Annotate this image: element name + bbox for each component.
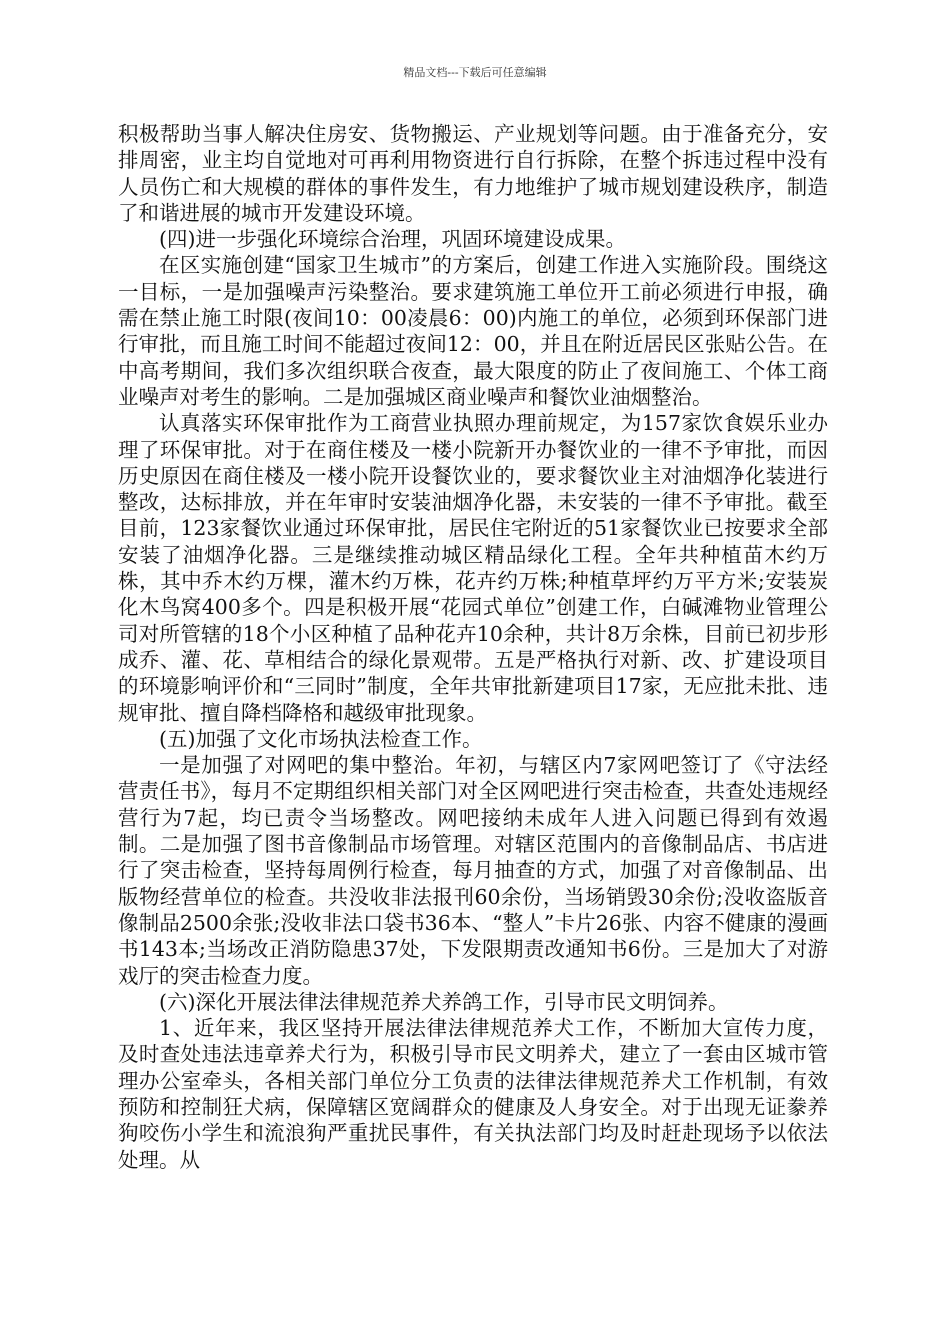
document-body xyxy=(118,121,828,1173)
page-header: 精品文档---下载后可任意编辑 xyxy=(403,66,547,79)
section-heading-6: (六)深化开展法律法律规范养犬养鸽工作，引导市民文明饲养。 xyxy=(159,989,729,1014)
paragraph-6: 一是加强了对网吧的集中整治。年初，与辖区内7家网吧签订了《守法经营责任书》，每月不定期组织相关部门对全区网吧进行突击检查，共查处违规经营行为7起，均已责令当场整改。网吧接纳未成年人进入问题已得到有效遏制。二是加强了图书音像制品市场管理。对辖区范围内的音像制品店、书店进行了突击检查，坚持每周例行检查，每月抽查的方式，加强了对音像制品、出版物经营单位的检查。共没收非法报刊60余份，当场销毁30余份;没收盗版音像制品2500余张;没收非法口袋书36本、“整人”卡片26张、内容不健康的漫画书143本;当场改正消防隐患37处，下发限期责改通知书6份。三是加大了对游戏厅的突击检查力度。 xyxy=(118,753,828,988)
paragraph-3: 在区实施创建“国家卫生城市”的方案后，创建工作进入实施阶段。围绕这一目标，一是加强噪声污染整治。要求建筑施工单位开工前必须进行申报，确需在禁止施工时限(夜间10：00凌晨6：00)内施工的单位，必须到环保部门进行审批，而且施工时间不能超过夜间12：00，并且在附近居民区张贴公告。在中高考期间，我们多次组织联合夜查，最大限度的防止了夜间施工、个体工商业噪声对考生的影响。二是加强城区商业噪声和餐饮业油烟整治。 xyxy=(118,253,828,409)
paragraph-4: 认真落实环保审批作为工商营业执照办理前规定，为157家饮食娱乐业办理了环保审批。对于在商住楼及一楼小院新开办餐饮业的一律不予审批，而因历史原因在商住楼及一楼小院开设餐饮业的，要求餐饮业主对油烟净化装进行整改，达标排放，并在年审时安装油烟净化器，未安装的一律不予审批。截至目前，123家餐饮业通过环保审批，居民住宅附近的51家餐饮业已按要求全部安装了油烟净化器。三是继续推动城区精品绿化工程。全年共种植苗木约万株，其中乔木约万棵，灌木约万株，花卉约万株;种植草坪约万平方米;安装炭化木鸟窝400多个。四是积极开展“花园式单位”创建工作，白碱滩物业管理公司对所管辖的18个小区种植了品种花卉10余种，共计8万余株，目前已初步形成乔、灌、花、草相结合的绿化景观带。五是严格执行对新、改、扩建设项目的环境影响评价和“三同时”制度，全年共审批新建项目17家，无应批未批、违规审批、擅自降档降格和越级审批现象。 xyxy=(118,411,828,725)
paragraph-1: 积极帮助当事人解决住房安、货物搬运、产业规划等问题。由于准备充分，安排周密，业主均自觉地对可再利用物资进行自行拆除，在整个拆违过程中没有人员伤亡和大规模的群体的事件发生，有力地维护了城市规划建设秩序，制造了和谐进展的城市开发建设环境。 xyxy=(118,122,828,225)
section-heading-4: (四)进一步强化环境综合治理，巩固环境建设成果。 xyxy=(159,227,626,252)
paragraph-8: 1、近年来，我区坚持开展法律法律规范养犬工作，不断加大宣传力度，及时查处违法违章养犬行为，积极引导市民文明养犬，建立了一套由区城市管理办公室牵头，各相关部门单位分工负责的法律法律规范养犬工作机制，有效预防和控制狂犬病，保障辖区宽阔群众的健康及人身安全。对于出现无证豢养狗咬伤小学生和流浪狗严重扰民事件，有关执法部门均及时赶赴现场予以依法处理。从 xyxy=(118,1016,828,1172)
section-heading-5: (五)加强了文化市场执法检查工作。 xyxy=(159,726,483,751)
